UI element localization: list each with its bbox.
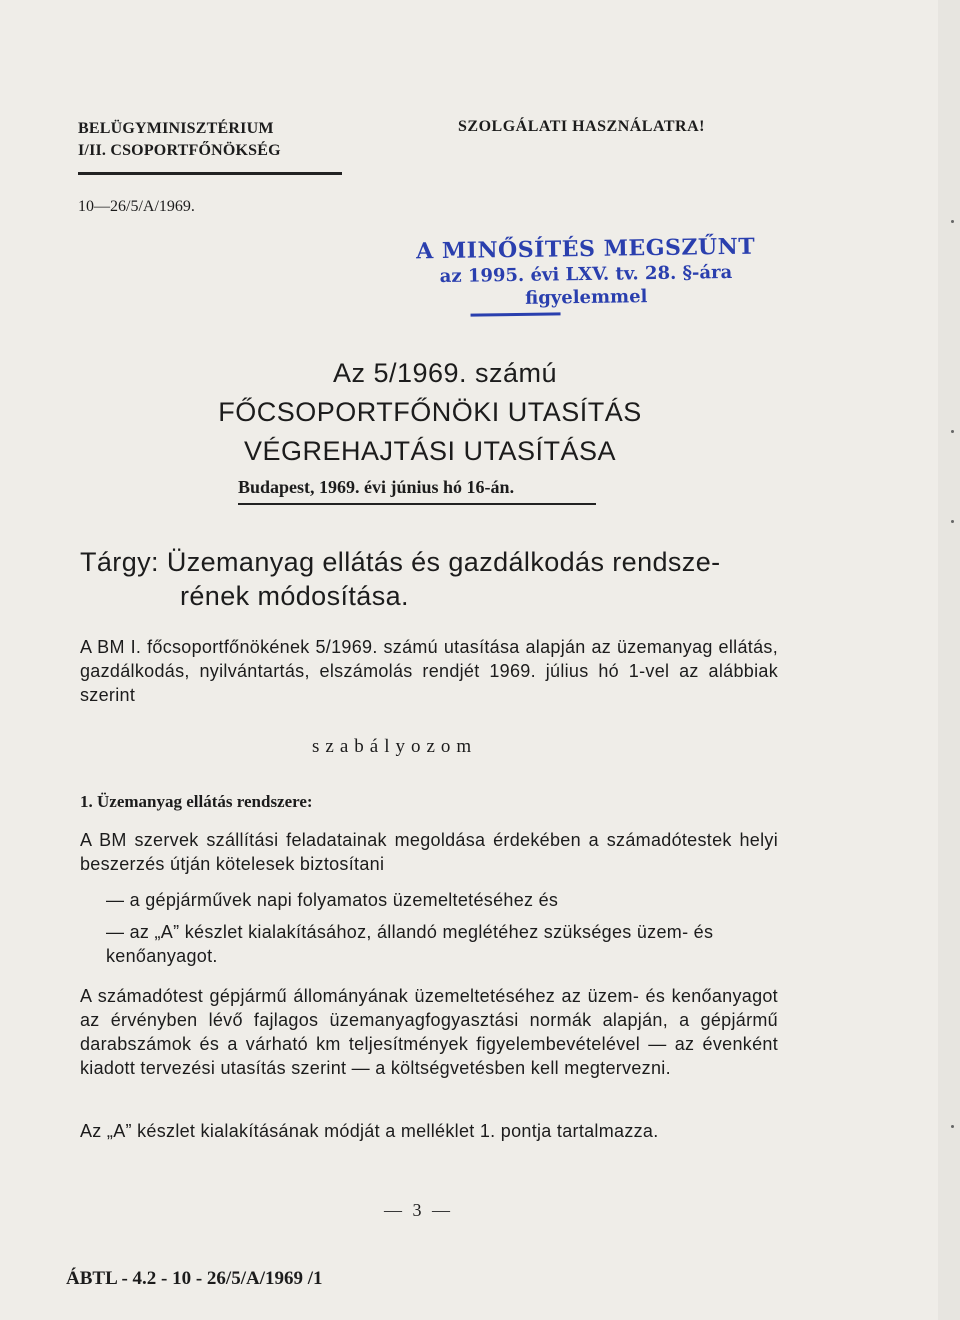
stamp-rule — [471, 312, 561, 316]
title-line-1: Az 5/1969. számú — [332, 358, 558, 388]
dash-item-1: — a gépjárművek napi folyamatos üzemeltetéséhez és — [106, 890, 559, 910]
issue-date: Budapest, 1969. évi június hó 16-án. — [238, 477, 515, 497]
header-rule — [78, 172, 342, 175]
stamp-line-3: figyelemmel — [525, 286, 648, 309]
page-number: — 3 — — [384, 1200, 453, 1220]
next-page-edge — [938, 0, 960, 1320]
subject-line-2: rének módosítása. — [180, 581, 409, 611]
edge-speck — [951, 220, 954, 223]
document-number: 10—26/5/A/1969. — [78, 198, 195, 215]
edge-speck — [951, 520, 954, 523]
subject-line-1: Tárgy: Üzemanyag ellátás és gazdálkodás rendsze- — [80, 547, 721, 577]
title-line-2: FŐCSOPORTFŐNÖKI UTASÍTÁS — [218, 397, 642, 427]
stamp-line-2: az 1995. évi LXV. tv. 28. §-ára — [439, 261, 733, 288]
archive-reference: ÁBTL - 4.2 - 10 - 26/5/A/1969 /1 — [66, 1268, 323, 1289]
declassification-stamp — [415, 234, 756, 318]
paragraph-a: A BM szervek szállítási feladatainak megoldása érdekében a számadótestek helyi beszerzés útján kötelesek biztosítani — [80, 830, 778, 874]
paragraph-b: A számadótest gépjármű állományának üzemeltetéséhez az üzem- és kenőanyagot az érvényben lévő fajlagos üzemanyagfogyasztási normák alapján, a gépjármű darabszámok és a várható km teljesítmények figyelembevételével — az évenként kiadott tervezési utasítás szerint — a költségvetésben kell megtervezni. — [80, 986, 778, 1078]
section-1-title: 1. Üzemanyag ellátás rendszere: — [80, 792, 313, 811]
stamp-line-1: A MINŐSÍTÉS MEGSZŰNT — [415, 233, 756, 265]
division-name: I/II. CSOPORTFŐNÖKSÉG — [78, 142, 281, 159]
title-line-3: VÉGREHAJTÁSI UTASÍTÁSA — [243, 436, 617, 466]
paragraph-c: Az „A” készlet kialakításának módját a melléklet 1. pontja tartalmazza. — [80, 1121, 659, 1141]
dash-item-2: — az „A” készlet kialakításához, állandó meglétéhez szükséges üzem- és kenőanyagot. — [106, 922, 714, 966]
decree-word: szabályozom — [312, 736, 478, 757]
title-block — [0, 358, 860, 467]
subject-heading — [80, 545, 780, 613]
issuer-block — [78, 118, 342, 175]
classification-label: SZOLGÁLATI HASZNÁLATRA! — [458, 118, 705, 135]
edge-speck — [951, 430, 954, 433]
ministry-name: BELÜGYMINISZTÉRIUM — [78, 120, 274, 137]
intro-paragraph: A BM I. főcsoportfőnökének 5/1969. számú utasítása alapján az üzemanyag ellátás, gazdálkodás, nyilvántartás, elszámolás rendjét 1969. július hó 1-vel az alábbiak szerint — [80, 637, 778, 705]
date-rule — [238, 503, 596, 505]
edge-speck — [951, 1125, 954, 1128]
